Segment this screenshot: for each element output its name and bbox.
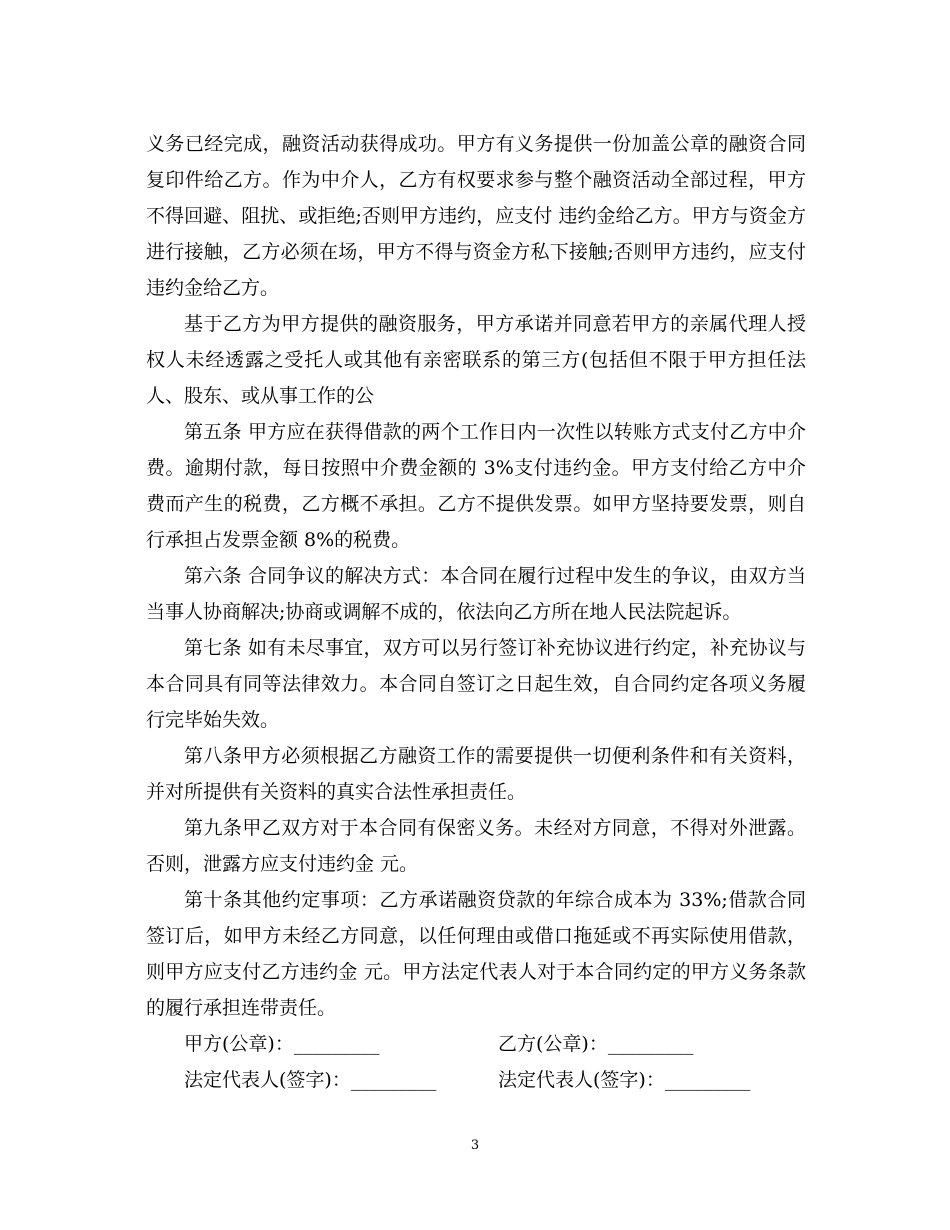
paragraph-article-6: 第六条 合同争议的解决方式：本合同在履行过程中发生的争议，由双方当当事人协商解决;协商或调解不成的，依法向乙方所在地人民法院起诉。 [146,565,806,623]
paragraph-article-7: 第七条 如有未尽事宜，双方可以另行签订补充协议进行约定，补充协议与本合同具有同等法律效力。本合同自签订之日起生效，自合同约定各项义务履行完毕始失效。 [146,637,806,731]
page-number: 3 [470,1138,480,1153]
signature-row-representative [146,1062,806,1098]
paragraph-article-9: 第九条甲乙双方对于本合同有保密义务。未经对方同意，不得对外泄露。否则，泄露方应支付违约金 元。 [146,817,806,875]
signature-row-seal [146,1026,806,1062]
paragraph-article-5: 第五条 甲方应在获得借款的两个工作日内一次性以转账方式支付乙方中介费。逾期付款，每日按照中介费金额的 3%支付违约金。甲方支付给乙方中介费而产生的税费，乙方概不承担。乙方不提供发票。如甲方坚持要发票，则自行承担占发票金额 8%的税费。 [146,421,806,551]
paragraph-article-10: 第十条其他约定事项：乙方承诺融资贷款的年综合成本为 33%;借款合同签订后，如甲方未经乙方同意，以任何理由或借口拖延或不再实际使用借款，则甲方应支付乙方违约金 元。甲方法定代表人对于本合同约定的甲方义务条款的履行承担连带责任。 [146,889,806,1019]
paragraph-continuation: 义务已经完成，融资活动获得成功。甲方有义务提供一份加盖公章的融资合同复印件给乙方。作为中介人，乙方有权要求参与整个融资活动全部过程，甲方不得回避、阻扰、或拒绝;否则甲方违约，应支付 违约金给乙方。甲方与资金方进行接触，乙方必须在场，甲方不得与资金方私下接触;否则甲方违约，应支付 违约金给乙方。 [146,133,806,299]
paragraph-service-commitment: 基于乙方为甲方提供的融资服务，甲方承诺并同意若甲方的亲属代理人授权人未经透露之受托人或其他有亲密联系的第三方(包括但不限于甲方担任法人、股东、或从事工作的公 [146,313,806,407]
paragraph-article-8: 第八条甲方必须根据乙方融资工作的需要提供一切便利条件和有关资料，并对所提供有关资料的真实合法性承担责任。 [146,745,806,803]
party-b-seal-line: 乙方(公章)：_________ [498,1033,694,1055]
party-b-representative-line: 法定代表人(签字)：_________ [498,1069,751,1091]
party-a-seal-line: 甲方(公章)：_________ [184,1033,380,1055]
document-body [146,126,806,1098]
party-a-representative-line: 法定代表人(签字)：_________ [184,1069,437,1091]
